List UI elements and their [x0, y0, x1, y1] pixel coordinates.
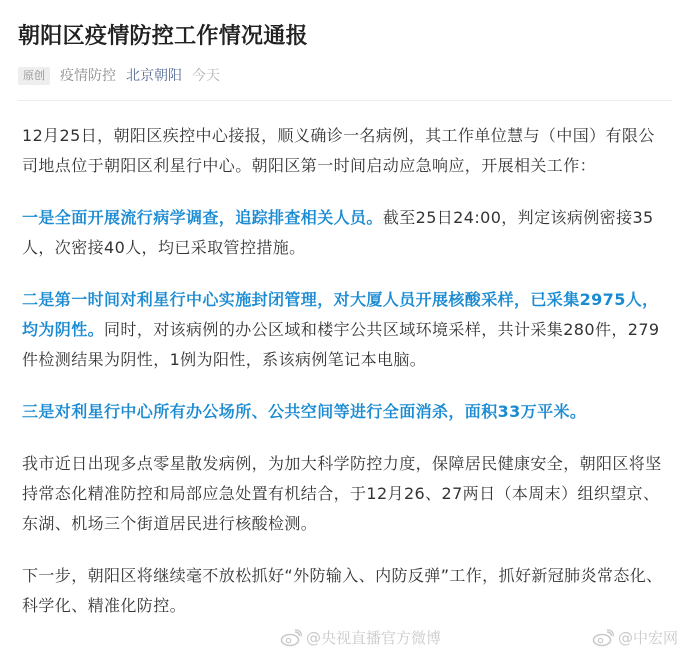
publish-date: 今天	[192, 68, 220, 84]
divider	[18, 100, 672, 101]
second-measure-text: 同时，对该病例的办公区域和楼宇公共区域环境采样，共计采集280件，279件检测结果为阴性，1例为阳性，系该病例笔记本电脑。	[22, 320, 660, 369]
first-measure-highlight: 一是全面开展流行病学调查，追踪排查相关人员。	[22, 208, 383, 227]
watermark-right	[592, 627, 678, 648]
next-steps-text: 下一步，朝阳区将继续毫不放松抓好“外防输入、内防反弹”工作，抓好新冠肺炎常态化、科学化、精准化防控。	[22, 566, 663, 615]
testing-plan-text: 我市近日出现多点零星散发病例，为加大科学防控力度，保障居民健康安全，朝阳区将坚持常态化精准防控和局部应急处置有机结合，于12月26、27两日（本周末）组织望京、东湖、机场三个街道居民进行核酸检测。	[22, 454, 662, 533]
column-link[interactable]: 疫情防控	[60, 68, 116, 84]
watermark-bar	[0, 627, 690, 651]
watermark-left	[280, 627, 441, 648]
paragraph-intro-text: 12月25日，朝阳区疾控中心接报，顺义确诊一名病例，其工作单位慧与（中国）有限公司地点位于朝阳区利星行中心。朝阳区第一时间启动应急响应，开展相关工作：	[22, 126, 655, 175]
original-badge: 原创	[18, 67, 50, 85]
paragraph-third-measure	[22, 397, 668, 427]
third-measure-highlight: 三是对利星行中心所有办公场所、公共空间等进行全面消杀，面积33万平米。	[22, 402, 587, 421]
watermark-right-text: @中宏网	[618, 629, 679, 647]
weibo-logo-icon	[280, 629, 302, 647]
paragraph-testing-plan	[22, 449, 668, 539]
article-body	[18, 121, 672, 621]
article-title: 朝阳区疫情防控工作情况通报	[18, 24, 308, 49]
account-link[interactable]: 北京朝阳	[126, 68, 182, 84]
paragraph-first-measure	[22, 203, 668, 263]
paragraph-second-measure	[22, 285, 668, 375]
paragraph-intro	[22, 121, 668, 181]
paragraph-next-steps	[22, 561, 668, 621]
weibo-logo-icon	[592, 629, 614, 647]
article-meta	[18, 66, 672, 86]
first-measure-text: 截至25日24:00，判定该病例密接35人，次密接40人，均已采取管控措施。	[22, 208, 654, 257]
second-measure-highlight: 二是第一时间对利星行中心实施封闭管理，对大厦人员开展核酸采样，已采集2975人，均为阴性。	[22, 290, 659, 339]
watermark-left-text: @央视直播官方微博	[306, 629, 442, 647]
